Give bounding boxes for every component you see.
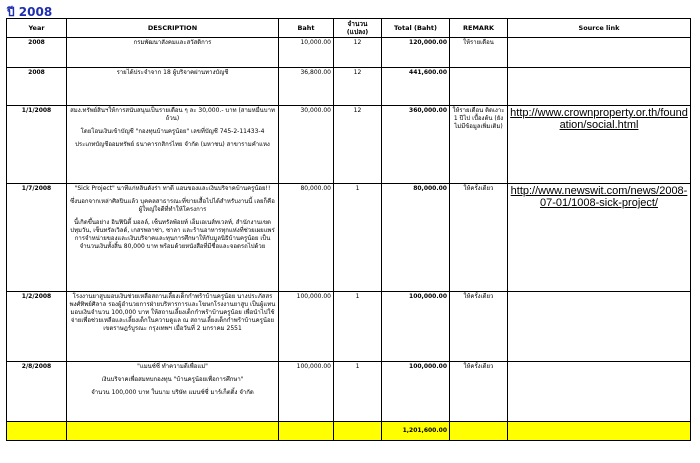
remark-cell: ให้รายเดือน: [450, 38, 508, 68]
baht-cell: 100,000.00: [279, 292, 334, 362]
remark-cell: [450, 68, 508, 106]
count-cell: 1: [334, 292, 382, 362]
description-line: รายได้ประจำจาก 18 ผู้บริจาคผ่านทางบัญชี: [116, 69, 229, 76]
count-cell: 12: [334, 68, 382, 106]
description-line: ซึ่งนอกจากเหล่าศิลปินแล้ว บุคคลสาธารณะที่ขายเสื้อไปได้สำหรับงานนี้ เลยก็คือผู้ใหญ่ใจดีที่ทำให้โครงการ: [70, 198, 275, 213]
source-cell: [508, 184, 691, 292]
total-cell: 100,000.00: [382, 362, 450, 422]
year-cell: 2008: [7, 38, 67, 68]
source-cell: [508, 106, 691, 184]
source-link[interactable]: http://www.newswit.com/news/2008-07-01/1008-sick-project/: [510, 185, 688, 209]
donation-table: [6, 18, 691, 441]
table-row: [7, 38, 691, 68]
description-line: สมง.ทรัพย์สินฯให้การสนับสนุนเป็นรายเดือน ๆ ละ 30,000.- บาท (สามหมื่นบาทถ้วน): [70, 107, 275, 122]
year-cell: 2008: [7, 68, 67, 106]
header-year: Year: [7, 19, 67, 38]
total-cell: 100,000.00: [382, 292, 450, 362]
description-line: "แมนซ์ซี่ ทำความดีเพื่อแม่": [137, 363, 208, 370]
remark-cell: ให้ครั้งเดียว: [450, 362, 508, 422]
count-cell: 1: [334, 362, 382, 422]
description-cell: [67, 38, 279, 68]
table-row: [7, 292, 691, 362]
source-cell: [508, 68, 691, 106]
baht-cell: 100,000.00: [279, 362, 334, 422]
header-count: จำนวน (แปลง): [334, 19, 382, 38]
header-total: Total (Baht): [382, 19, 450, 38]
count-cell: 12: [334, 106, 382, 184]
count-cell: 1: [334, 184, 382, 292]
source-cell: [508, 362, 691, 422]
year-cell: 1/1/2008: [7, 106, 67, 184]
description-cell: [67, 68, 279, 106]
table-row: [7, 68, 691, 106]
header-source: Source link: [508, 19, 691, 38]
description-cell: [67, 106, 279, 184]
header-remark: REMARK: [450, 19, 508, 38]
description-line: โรงงานยาสูบมอบเงินช่วยเหลือสถานเลี้ยงเด็กกำพร้าบ้านครูน้อย นางประภัสสร พงศ์ทิพย์ศิลาล รองผู้อำนวยการฝ่ายบริหารการและโฆษกโรงงานยาสูบ เป็นผู้แทนมอบเงินจำนวน 100,000 บาท ให้สถานเลี้ยงเด็กกำพร้าบ้านครูน้อย เพื่อนำไปใช้จ่ายเพื่อช่วยเหลือและเลี้ยงเด็กในความดูแล ณ สถานเลี้ยงเด็กกำพร้าบ้านครูน้อย เขตราษฎร์บูรณะ กรุงเทพฯ เมื่อวันที่ 2 มกราคม 2551: [69, 293, 276, 332]
baht-cell: 10,000.00: [279, 38, 334, 68]
remark-cell: ให้รายเดือน ติดเงาะ 1 ปีไป เบื้องต้น (ยังไม่มีข้อมูลเพิ่มเติม): [450, 106, 508, 184]
description-line: "Sick Project" นาทีแก่หลินดังร่า ทาดี แอนของและเงินบริจาคบ้านครูน้อย!!: [74, 185, 271, 192]
description-line: จำนวน 100,000 บาท ในนาม บริษัท แมนซ์ซี่ มาร์เก็ตติ้ง จำกัด: [91, 389, 254, 396]
total-row-cell: [67, 422, 279, 441]
count-cell: 12: [334, 38, 382, 68]
page-title: ปี 2008: [7, 5, 53, 19]
source-cell: [508, 38, 691, 68]
total-row-cell: [7, 422, 67, 441]
description-line: โดยโอนเงินเข้าบัญชี "กองทุนบ้านครูน้อย" เลขที่บัญชี 745-2-11433-4: [80, 128, 265, 135]
grand-total-cell: 1,201,600.00: [382, 422, 450, 441]
total-cell: 360,000.00: [382, 106, 450, 184]
total-row-cell: [334, 422, 382, 441]
description-cell: [67, 292, 279, 362]
description-line: เงินบริจาคเพื่อสมทบกองทุน "บ้านครูน้อยเพื่อการศึกษา": [101, 376, 244, 383]
remark-cell: ให้ครั้งเดียว: [450, 184, 508, 292]
total-row-cell: [450, 422, 508, 441]
year-cell: 1/7/2008: [7, 184, 67, 292]
description-line: นี้เกิดขึ้นอย่าง อินฟินิตี้ มอลล์, เซ็นทรัลพ้อยท์ เอ็มเอเนส์ทเวลท์, สำนักงานเขต ปทุมวัน, เซ็นทรัลเวิลด์, เกสรพลาซ่า, ซาลา และร้านอาหารทุกแห่งที่ช่วยเผยแพร่ การจำหน่ายของและเงินบริจาคและทุนการศึกษาให้กับมูลนิธิบ้านครูน้อย เป็นจำนวนเงินทั้งสิ้น 80,000 บาท พร้อมด้วยหนังสือที่มีชื่อและจอดรถไปด้วย: [70, 219, 275, 250]
source-link[interactable]: http://www.crownproperty.or.th/foundation/social.html: [510, 107, 688, 131]
header-baht: Baht: [279, 19, 334, 38]
header-description: DESCRIPTION: [67, 19, 279, 38]
total-row-cell: [279, 422, 334, 441]
baht-cell: 80,000.00: [279, 184, 334, 292]
baht-cell: 36,800.00: [279, 68, 334, 106]
description-cell: [67, 184, 279, 292]
year-cell: 1/2/2008: [7, 292, 67, 362]
description-cell: [67, 362, 279, 422]
description-line: กรมพัฒนาสังคมและสวัสดิการ: [133, 39, 212, 46]
total-cell: 441,600.00: [382, 68, 450, 106]
total-cell: 120,000.00: [382, 38, 450, 68]
header-row: [7, 19, 691, 38]
total-row: [7, 422, 691, 441]
source-cell: [508, 292, 691, 362]
total-cell: 80,000.00: [382, 184, 450, 292]
table-row: [7, 106, 691, 184]
table-row: [7, 184, 691, 292]
description-line: ประเภทบัญชีออมทรัพย์ ธนาคารกสิกรไทย จำกัด (มหาชน) สาขารามคำแหง: [75, 141, 270, 148]
year-cell: 2/8/2008: [7, 362, 67, 422]
baht-cell: 30,000.00: [279, 106, 334, 184]
remark-cell: ให้ครั้งเดียว: [450, 292, 508, 362]
total-row-cell: [508, 422, 691, 441]
table-row: [7, 362, 691, 422]
